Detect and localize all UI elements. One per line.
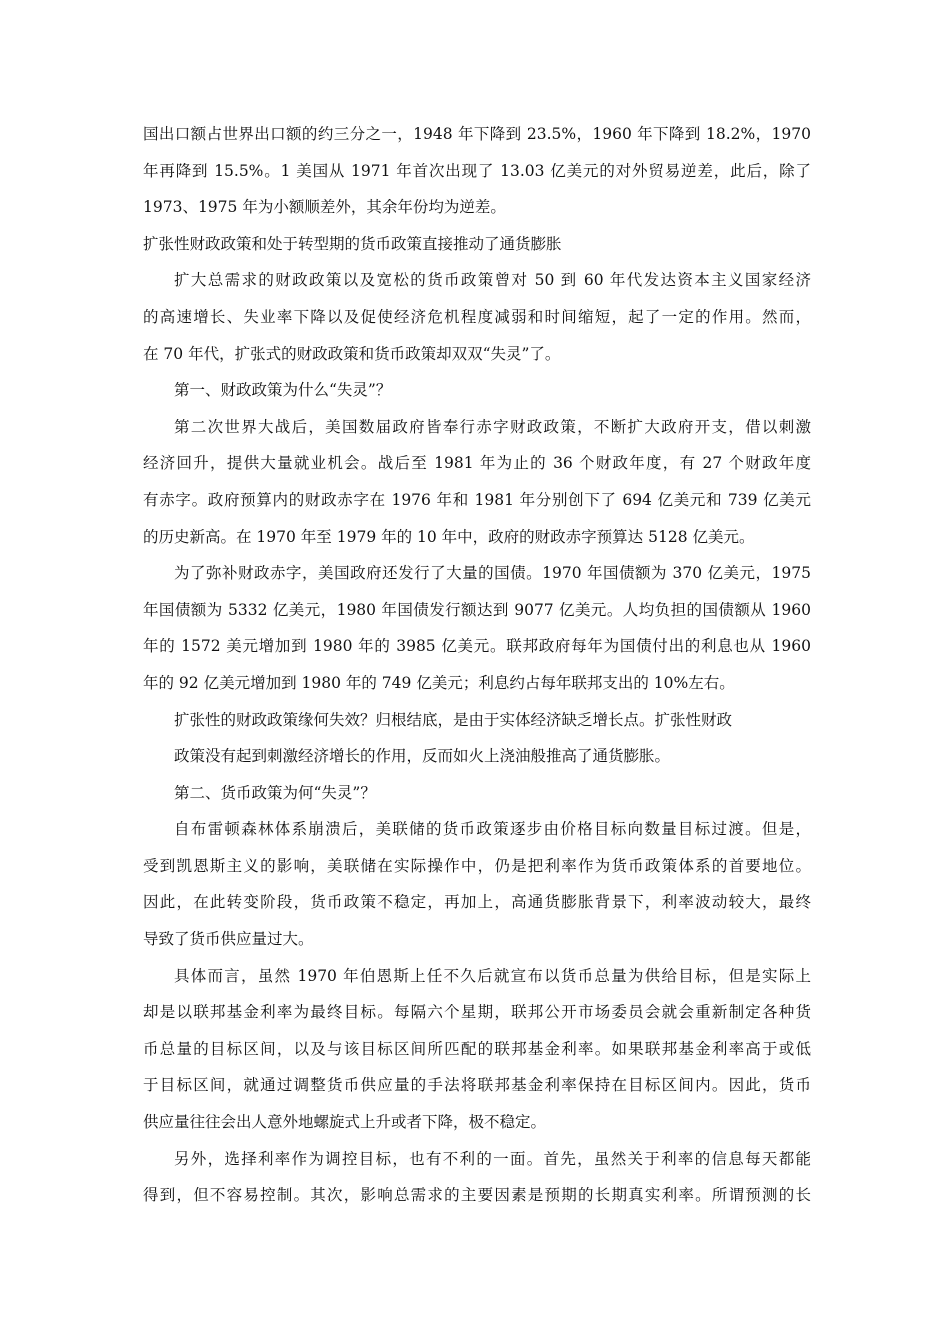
text-line: 年的 92 亿美元增加到 1980 年的 749 亿美元；利息约占每年联邦支出的 10%左右。 [143,673,735,692]
subsection-heading: 第一、财政政策为什么“失灵”？ [174,381,392,400]
text-line: 1973、1975 年为小额顺差外，其余年份均为逆差。 [143,198,506,217]
text-line: 因此，在此转变阶段，货币政策不稳定，再加上，高通货膨胀背景下，利率波动较大，最终 [143,893,811,912]
text-line: 得到，但不容易控制。其次，影响总需求的主要因素是预期的长期真实利率。所谓预测的长 [143,1186,811,1205]
text-line: 年国债额为 5332 亿美元，1980 年国债发行额达到 9077 亿美元。人均负担的国债额从 1960 [143,600,811,619]
section-heading: 扩张性财政政策和处于转型期的货币政策直接推动了通货膨胀 [143,234,562,253]
text-line: 却是以联邦基金利率为最终目标。每隔六个星期，联邦公开市场委员会就会重新制定各种货 [143,1003,811,1022]
text-line: 币总量的目标区间，以及与该目标区间所匹配的联邦基金利率。如果联邦基金利率高于或低 [143,1039,811,1058]
text-line: 政策没有起到刺激经济增长的作用，反而如火上浇油般推高了通货膨胀。 [174,747,671,766]
text-line: 导致了货币供应量过大。 [143,930,314,949]
text-line: 在 70 年代，扩张式的财政政策和货币政策却双双“失灵”了。 [143,344,561,363]
text-line: 另外，选择利率作为调控目标，也有不利的一面。首先，虽然关于利率的信息每天都能 [174,1149,811,1168]
text-line: 自布雷顿森林体系崩溃后，美联储的货币政策逐步由价格目标向数量目标过渡。但是， [174,820,811,839]
text-line: 经济回升，提供大量就业机会。战后至 1981 年为止的 36 个财政年度，有 27 个财政年度 [143,454,811,473]
text-line: 的高速增长、失业率下降以及促使经济危机程度减弱和时间缩短，起了一定的作用。然而， [143,307,811,326]
text-line: 有赤字。政府预算内的财政赤字在 1976 年和 1981 年分别创下了 694 亿美元和 739 亿美元 [143,490,811,509]
text-line: 年再降到 15.5%。1 美国从 1971 年首次出现了 13.03 亿美元的对外贸易逆差，此后，除了 [143,161,811,180]
text-line: 供应量往往会出人意外地螺旋式上升或者下降，极不稳定。 [143,1113,547,1132]
text-line: 扩大总需求的财政政策以及宽松的货币政策曾对 50 到 60 年代发达资本主义国家经济 [174,271,811,290]
text-line: 为了弥补财政赤字，美国政府还发行了大量的国债。1970 年国债额为 370 亿美元，1975 [174,564,811,583]
text-line: 于目标区间，就通过调整货币供应量的手法将联邦基金利率保持在目标区间内。因此，货币 [143,1076,811,1095]
text-line: 扩张性的财政政策缘何失效？归根结底，是由于实体经济缺乏增长点。扩张性财政 [174,710,733,729]
text-line: 受到凯恩斯主义的影响，美联储在实际操作中，仍是把利率作为货币政策体系的首要地位。 [143,856,811,875]
subsection-heading: 第二、货币政策为何“失灵”？ [174,783,376,802]
text-line: 的历史新高。在 1970 年至 1979 年的 10 年中，政府的财政赤字预算达 5128 亿美元。 [143,527,755,546]
text-line: 年的 1572 美元增加到 1980 年的 3985 亿美元。联邦政府每年为国债付出的利息也从 1960 [143,637,811,656]
text-line: 国出口额占世界出口额的约三分之一，1948 年下降到 23.5%，1960 年下降到 18.2%，1970 [143,125,811,143]
text-line: 第二次世界大战后，美国数届政府皆奉行赤字财政政策，不断扩大政府开支，借以刺激 [174,417,811,436]
document-page [143,116,811,1214]
text-line: 具体而言，虽然 1970 年伯恩斯上任不久后就宣布以货币总量为供给目标，但是实际上 [174,966,811,985]
